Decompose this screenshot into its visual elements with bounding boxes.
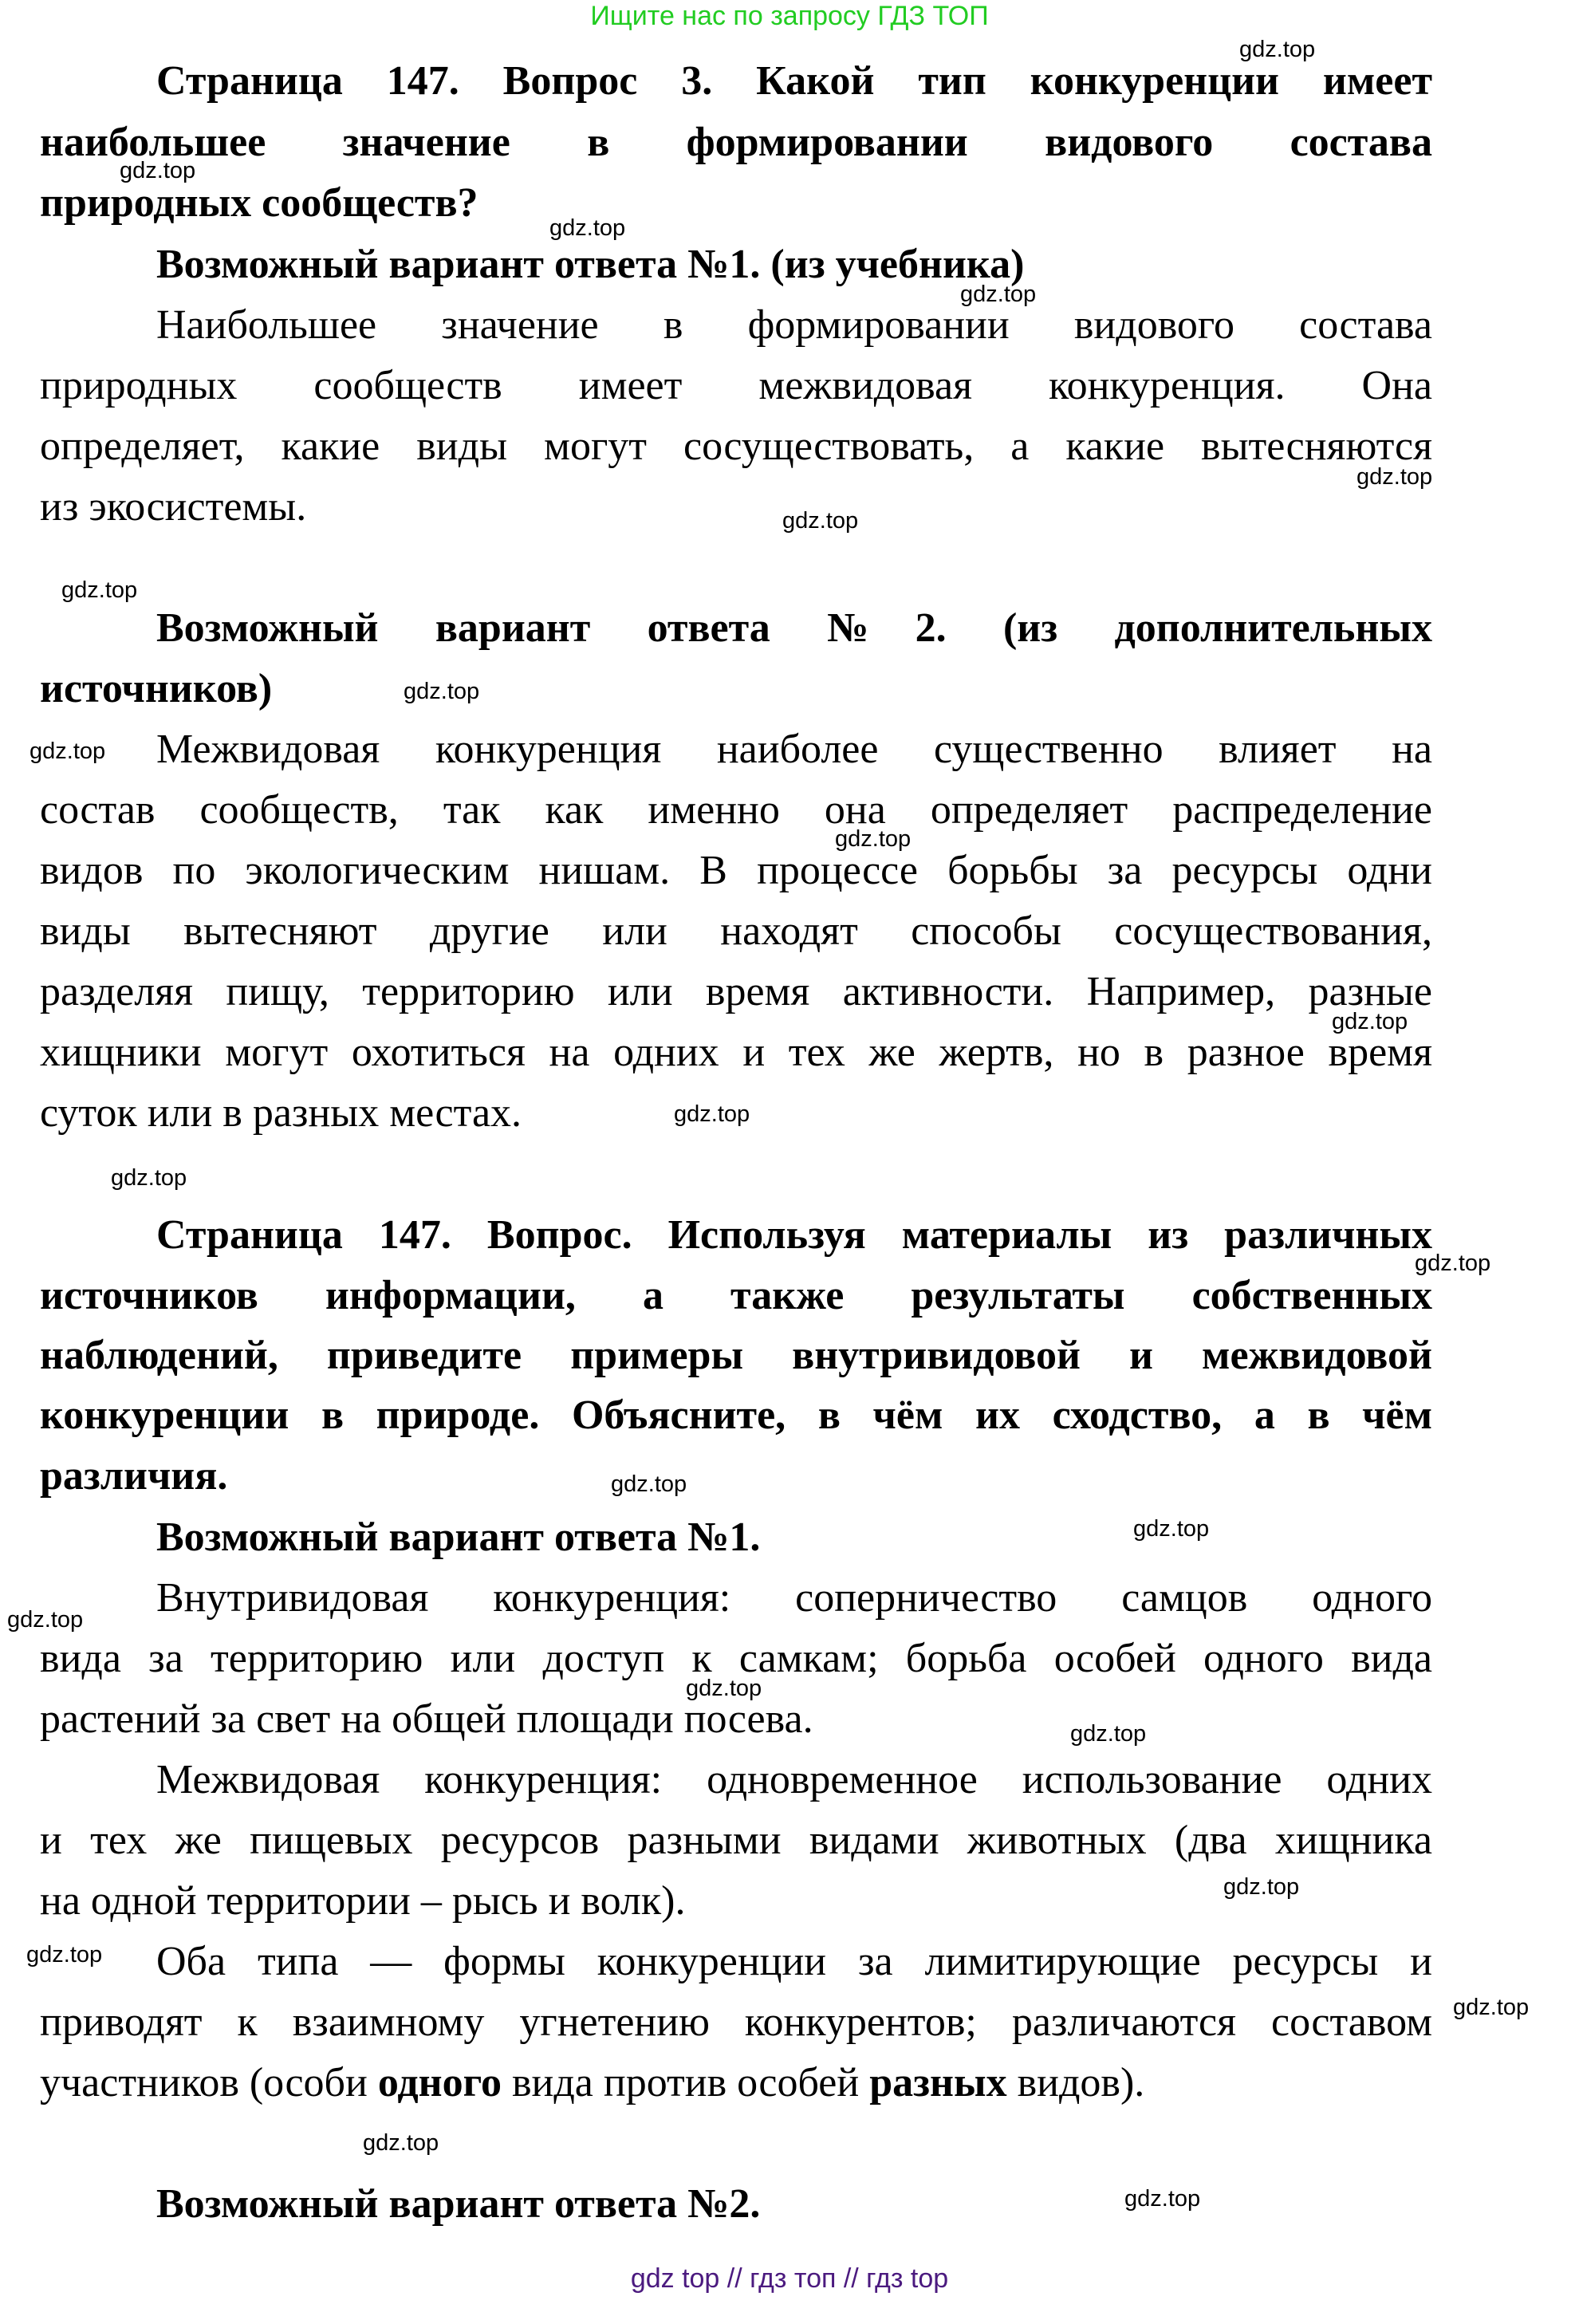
bold-word: разных <box>869 2060 1007 2105</box>
answer-line: хищники могут охотиться на одних и тех же жертв, но в разное время <box>40 1030 1432 1075</box>
watermark: gdz.top <box>960 282 1037 307</box>
answer-line: из экосистемы. <box>40 484 307 530</box>
answer-line: состав сообществ, так как именно она определяет распределение <box>40 787 1432 833</box>
watermark: gdz.top <box>1070 1721 1147 1747</box>
watermark: gdz.top <box>835 826 912 852</box>
answer-line: разделяя пищу, территорию или время активности. Например, разные <box>40 969 1432 1014</box>
question-title-line: конкуренции в природе. Объясните, в чём их сходство, а в чём <box>40 1392 1432 1438</box>
question-title-line: природных сообществ? <box>40 180 478 226</box>
answer-heading: Возможный вариант ответа №2. <box>156 2181 761 2227</box>
answer-line: виды вытесняют другие или находят способы сосуществования, <box>40 908 1432 954</box>
watermark: gdz.top <box>61 577 138 603</box>
watermark: gdz.top <box>1357 464 1433 490</box>
footer-links: gdz top // гдз топ // гдз top <box>630 2263 949 2294</box>
answer-line: Наибольшее значение в формировании видового состава <box>156 302 1432 348</box>
watermark: gdz.top <box>782 508 859 534</box>
watermark: gdz.top <box>1239 37 1316 62</box>
question-title-line: Страница 147. Вопрос 3. Какой тип конкуренции имеет <box>156 58 1432 104</box>
question-title-line: различия. <box>40 1453 228 1499</box>
text-span: участников (особи <box>40 2060 378 2105</box>
watermark: gdz.top <box>111 1165 187 1191</box>
watermark: gdz.top <box>7 1607 84 1633</box>
answer-line: определяет, какие виды могут сосуществовать, а какие вытесняются <box>40 423 1432 469</box>
answer-line: Межвидовая конкуренция наиболее существенно влияет на <box>156 727 1432 772</box>
answer-line: природных сообществ имеет межвидовая конкуренция. Она <box>40 363 1432 408</box>
answer-line: видов по экологическим нишам. В процессе борьбы за ресурсы одни <box>40 848 1432 893</box>
answer-line: растений за свет на общей площади посева. <box>40 1696 813 1742</box>
watermark: gdz.top <box>120 158 196 183</box>
answer-line: Межвидовая конкуренция: одновременное использование одних <box>156 1757 1432 1802</box>
question-title-line: наибольшее значение в формировании видового состава <box>40 120 1432 165</box>
watermark: gdz.top <box>1415 1251 1491 1276</box>
answer-line: Внутривидовая конкуренция: соперничество самцов одного <box>156 1575 1432 1621</box>
bold-word: одного <box>377 2060 502 2105</box>
answer-line: на одной территории – рысь и волк). <box>40 1878 686 1924</box>
answer-line: приводят к взаимному угнетению конкурентов; различаются составом <box>40 1999 1432 2045</box>
top-banner: Ищите нас по запросу ГДЗ ТОП <box>590 1 989 31</box>
watermark: gdz.top <box>1332 1009 1408 1034</box>
question-title-line: источников информации, а также результаты собственных <box>40 1273 1432 1318</box>
watermark: gdz.top <box>611 1471 687 1497</box>
watermark: gdz.top <box>674 1101 750 1127</box>
answer-line: суток или в разных местах. <box>40 1090 522 1136</box>
watermark: gdz.top <box>30 739 106 764</box>
text-span: вида против особей <box>501 2060 870 2105</box>
watermark: gdz.top <box>686 1676 762 1701</box>
question-title-line: наблюдений, приведите примеры внутривидовой и межвидовой <box>40 1333 1432 1378</box>
watermark: gdz.top <box>549 215 626 241</box>
answer-line: вида за территорию или доступ к самкам; борьба особей одного вида <box>40 1636 1432 1681</box>
watermark: gdz.top <box>1453 1995 1530 2020</box>
answer-line: Оба типа — формы конкуренции за лимитирующие ресурсы и <box>156 1939 1432 1984</box>
watermark: gdz.top <box>1124 2186 1201 2212</box>
watermark: gdz.top <box>1133 1516 1210 1542</box>
answer-line <box>40 2053 1432 2113</box>
watermark: gdz.top <box>26 1942 103 1968</box>
answer-heading: Возможный вариант ответа №2. (из дополнительных <box>156 605 1432 651</box>
watermark: gdz.top <box>363 2130 439 2156</box>
answer-heading: Возможный вариант ответа №1. <box>156 1515 761 1560</box>
watermark: gdz.top <box>404 679 480 704</box>
answer-heading: источников) <box>40 666 273 711</box>
answer-line: и тех же пищевых ресурсов разными видами животных (два хищника <box>40 1818 1432 1863</box>
text-span: видов). <box>1006 2060 1145 2105</box>
question-title-line: Страница 147. Вопрос. Используя материалы из различных <box>156 1212 1432 1258</box>
answer-heading: Возможный вариант ответа №1. (из учебника) <box>156 242 1025 287</box>
watermark: gdz.top <box>1223 1874 1300 1900</box>
